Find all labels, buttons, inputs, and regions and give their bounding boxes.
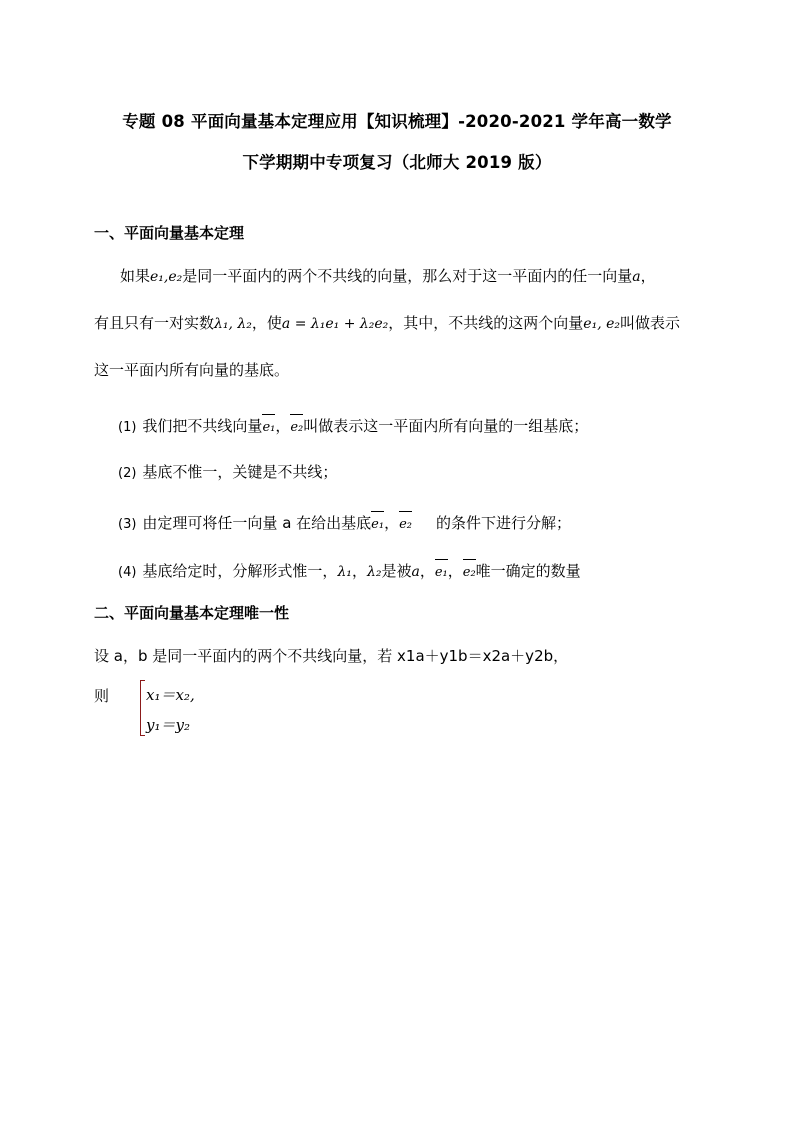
list-item-1	[118, 415, 588, 436]
text-fragment: 由定理可将任一向量 a 在给出基底	[142, 514, 372, 532]
separator: ，	[447, 562, 463, 580]
then-label: 则	[94, 687, 110, 705]
vector-e1: e₁	[371, 517, 384, 532]
basis-vectors-math: e₁, e₂	[583, 316, 620, 332]
text-fragment: 唯一确定的数量	[475, 562, 581, 580]
vector-e2: e₂	[463, 565, 476, 580]
text-fragment: 我们把不共线向量	[142, 417, 263, 435]
lambda-1-math: λ₁	[337, 564, 352, 580]
decomposition-formula: a = λ₁e₁ + λ₂e₂	[281, 316, 389, 332]
text-fragment: 叫做表示这一平面内所有向量的一组基底；	[303, 417, 589, 435]
text-fragment: 基底不惟一，关键是不共线；	[142, 463, 338, 481]
list-number: (1)	[118, 420, 137, 435]
text-fragment: 是同一平面内的两个不共线的向量，那么对于这一平面内的任一向量	[182, 267, 633, 285]
lambda-2-math: λ₂	[366, 564, 382, 580]
uniqueness-statement: 设 a，b 是同一平面内的两个不共线向量，若 x1a＋y1b＝x2a＋y2b，	[94, 647, 569, 665]
text-fragment: ，其中，不共线的这两个向量	[388, 314, 584, 332]
theorem-paragraph-line-3: 这一平面内所有向量的基底。	[94, 361, 290, 379]
separator: ，	[419, 562, 435, 580]
vector-e1: e₁	[262, 420, 275, 435]
basis-vectors-math: e₁,e₂	[150, 269, 183, 285]
vector-a-math: a	[632, 269, 641, 285]
vector-a-math: a	[411, 564, 420, 580]
document-title-line-1: 专题 08 平面向量基本定理应用【知识梳理】-2020-2021 学年高一数学	[122, 112, 672, 131]
theorem-paragraph-line-1	[120, 265, 656, 286]
equation-y: y₁＝y₂	[146, 716, 190, 734]
equation-system	[140, 678, 220, 740]
text-fragment: 如果	[120, 267, 151, 285]
text-fragment: 是被	[381, 562, 412, 580]
document-title-line-2: 下学期期中专项复习（北师大 2019 版）	[242, 153, 552, 172]
text-fragment: ，使	[251, 314, 282, 332]
list-item-4	[118, 560, 581, 581]
section-1-heading: 一、平面向量基本定理	[94, 224, 245, 242]
theorem-paragraph-line-2	[94, 312, 680, 333]
list-item-2	[118, 461, 337, 482]
text-fragment: 有且只有一对实数	[94, 314, 215, 332]
list-number: (4)	[118, 565, 137, 580]
vector-e2: e₂	[399, 517, 412, 532]
text-fragment: 基底给定时，分解形式惟一，	[142, 562, 338, 580]
separator: ，	[275, 417, 291, 435]
list-number: (2)	[118, 466, 137, 481]
separator: ，	[384, 514, 400, 532]
separator: ，	[351, 562, 367, 580]
list-item-3	[118, 512, 571, 533]
section-2-heading: 二、平面向量基本定理唯一性	[94, 604, 290, 622]
text-fragment: 叫做表示	[620, 314, 681, 332]
vector-e2: e₂	[290, 420, 303, 435]
text-fragment: ，	[640, 267, 656, 285]
list-number: (3)	[118, 517, 137, 532]
vector-e1: e₁	[435, 565, 448, 580]
equation-x: x₁＝x₂,	[146, 686, 195, 704]
lambda-math: λ₁, λ₂	[214, 316, 252, 332]
text-fragment: 的条件下进行分解；	[435, 514, 571, 532]
